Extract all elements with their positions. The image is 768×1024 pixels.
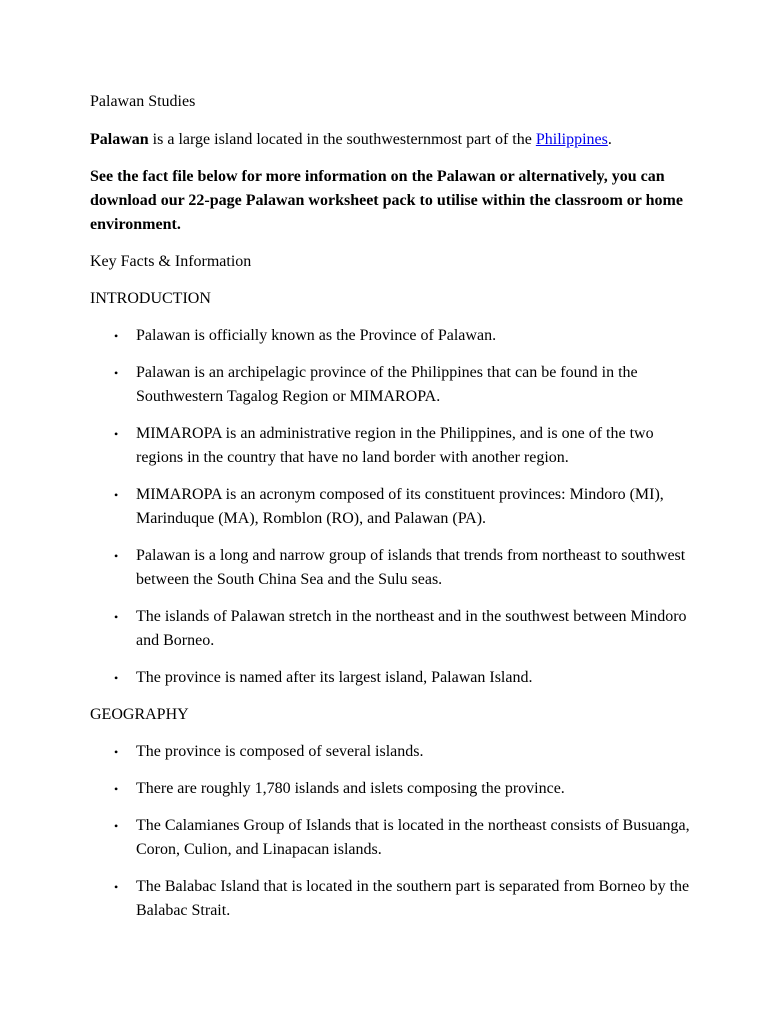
intro-text-end: . bbox=[607, 131, 612, 148]
list-item bbox=[114, 483, 690, 531]
list-item-text: Palawan is a long and narrow group of islands that trends from northeast to southwest between the South China Sea and the Sulu seas. bbox=[136, 547, 686, 588]
list-item bbox=[114, 324, 690, 348]
bullet-icon: • bbox=[114, 782, 119, 796]
key-facts-heading: Key Facts & Information bbox=[90, 253, 252, 270]
list-item bbox=[114, 605, 690, 653]
sections-container bbox=[90, 287, 690, 923]
list-item-text: Palawan is an archipelagic province of the Philippines that can be found in the Southwestern Tagalog Region or MIMAROPA. bbox=[136, 364, 638, 405]
section-heading-geography: GEOGRAPHY bbox=[90, 706, 189, 723]
intro-paragraph bbox=[90, 128, 690, 152]
bullet-icon: • bbox=[114, 880, 119, 894]
list-item-text: The Balabac Island that is located in the southern part is separated from Borneo by the Balabac Strait. bbox=[136, 878, 690, 919]
list-item-text: The province is named after its largest island, Palawan Island. bbox=[136, 669, 533, 686]
list-item bbox=[114, 422, 690, 470]
bullet-icon: • bbox=[114, 671, 119, 685]
document-title: Palawan Studies bbox=[90, 93, 196, 110]
bullet-icon: • bbox=[114, 427, 119, 441]
list-item bbox=[114, 666, 690, 690]
bullet-icon: • bbox=[114, 488, 119, 502]
section-heading-introduction: INTRODUCTION bbox=[90, 290, 211, 307]
intro-bold-term: Palawan bbox=[90, 131, 149, 148]
bullet-icon: • bbox=[114, 329, 119, 343]
worksheet-notice: See the fact file below for more information on the Palawan or alternatively, you can download our 22-page Palawan worksheet pack to utilise within the classroom or home environment. bbox=[90, 168, 683, 233]
list-item-text: MIMAROPA is an acronym composed of its constituent provinces: Mindoro (MI), Marinduque (MA), Romblon (RO), and Palawan (PA). bbox=[136, 486, 664, 527]
list-item-text: The islands of Palawan stretch in the northeast and in the southwest between Mindoro and Borneo. bbox=[136, 608, 687, 649]
list-item-text: The province is composed of several islands. bbox=[136, 743, 424, 760]
document-page bbox=[90, 90, 690, 936]
list-item bbox=[114, 361, 690, 409]
bullet-icon: • bbox=[114, 366, 119, 380]
bullet-icon: • bbox=[114, 745, 119, 759]
bullet-icon: • bbox=[114, 610, 119, 624]
list-item-text: MIMAROPA is an administrative region in the Philippines, and is one of the two regions in the country that have no land border with another region. bbox=[136, 425, 654, 466]
philippines-link[interactable]: Philippines bbox=[535, 131, 608, 148]
list-item-text: Palawan is officially known as the Province of Palawan. bbox=[136, 327, 497, 344]
list-item bbox=[114, 544, 690, 592]
bullet-icon: • bbox=[114, 549, 119, 563]
list-item bbox=[114, 875, 690, 923]
list-item-text: There are roughly 1,780 islands and islets composing the province. bbox=[136, 780, 565, 797]
list-item bbox=[114, 777, 690, 801]
bullet-list-geography bbox=[90, 740, 690, 923]
list-item-text: The Calamianes Group of Islands that is located in the northeast consists of Busuanga, Coron, Culion, and Linapacan islands. bbox=[136, 817, 690, 858]
bullet-list-introduction bbox=[90, 324, 690, 690]
intro-text: is a large island located in the southwesternmost part of the bbox=[148, 131, 536, 148]
list-item bbox=[114, 740, 690, 764]
list-item bbox=[114, 814, 690, 862]
bullet-icon: • bbox=[114, 819, 119, 833]
